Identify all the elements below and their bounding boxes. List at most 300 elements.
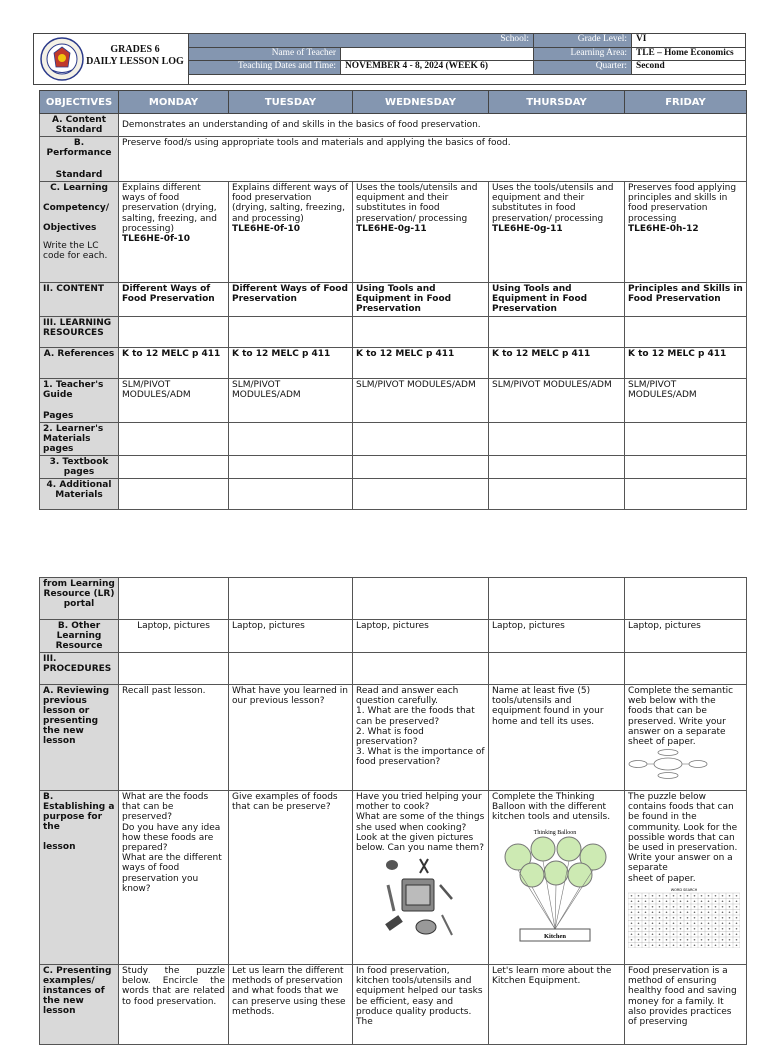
grid-letter-mark: [631, 939, 633, 941]
grid-letter-mark: [645, 911, 647, 913]
grid-letter-mark: [694, 928, 696, 930]
reviewing-wednesday-q2: 2. What is food preservation?: [356, 726, 424, 748]
grid-letter-mark: [687, 917, 689, 919]
other-resources-thursday: Laptop, pictures: [489, 620, 625, 653]
competency-friday-code: TLE6HE-0h-12: [628, 223, 699, 234]
competency-note: Write the LC code for each.: [43, 241, 108, 261]
teachers-guide-tuesday: SLM/PIVOT MODULES/ADM: [229, 378, 353, 422]
grid-letter-mark: [736, 939, 738, 941]
competency-tuesday-text: Explains different ways of food preservation (drying, salting, freezing, and processing): [232, 183, 349, 224]
teachers-guide-wednesday: SLM/PIVOT MODULES/ADM: [353, 378, 489, 422]
references-label: A. References: [40, 347, 119, 378]
reviewing-wednesday-intro: Read and answer each question carefully.: [356, 686, 459, 707]
grid-letter-mark: [666, 906, 668, 908]
competency-wednesday: [353, 182, 489, 283]
grid-letter-mark: [729, 895, 731, 897]
grid-letter-mark: [701, 933, 703, 935]
grid-letter-mark: [722, 895, 724, 897]
grid-letter-mark: [680, 928, 682, 930]
other-resources-label: B. Other Learning Resource: [40, 620, 119, 653]
lesson-log-header: [33, 33, 746, 85]
grid-letter-mark: [680, 911, 682, 913]
learning-area-value: TLE – Home Economics: [632, 47, 746, 61]
grid-letter-mark: [680, 906, 682, 908]
grid-letter-mark: [736, 917, 738, 919]
grid-letter-mark: [673, 900, 675, 902]
grid-letter-mark: [638, 939, 640, 941]
grid-letter-mark: [638, 917, 640, 919]
resources-thursday: [489, 316, 625, 347]
reviewing-label: A. Reviewing previous lesson or presenting the new lesson: [40, 685, 119, 791]
learners-materials-wednesday: [353, 422, 489, 455]
establishing-label-a: B. Establishing a purpose for the: [43, 792, 115, 832]
competency-friday-text: Preserves food applying principles and skills in food preservation processing: [628, 183, 737, 224]
competency-tuesday: [229, 182, 353, 283]
grid-letter-mark: [673, 944, 675, 946]
grid-letter-mark: [631, 922, 633, 924]
grid-letter-mark: [736, 911, 738, 913]
grid-letter-mark: [722, 922, 724, 924]
grid-letter-mark: [687, 922, 689, 924]
grid-letter-mark: [722, 906, 724, 908]
grid-letter-mark: [659, 917, 661, 919]
teachers-guide-friday: SLM/PIVOT MODULES/ADM: [625, 378, 747, 422]
competency-monday-text: Explains different ways of food preservation (drying, salting, freezing, and processing): [122, 183, 217, 234]
grid-letter-mark: [638, 933, 640, 935]
presenting-label: C. Presenting examples/ instances of the new lesson: [40, 965, 119, 1045]
grid-letter-mark: [673, 906, 675, 908]
establishing-friday-text2: sheet of paper.: [628, 873, 696, 884]
establishing-wednesday: [353, 791, 489, 965]
grid-letter-mark: [652, 895, 654, 897]
col-wednesday: WEDNESDAY: [353, 91, 489, 114]
grid-letter-mark: [652, 922, 654, 924]
textbook-friday: [625, 455, 747, 478]
learners-materials-thursday: [489, 422, 625, 455]
grid-letter-mark: [701, 922, 703, 924]
learning-area-label: Learning Area:: [534, 47, 632, 61]
competency-thursday-code: TLE6HE-0g-11: [492, 223, 563, 234]
grid-letter-mark: [687, 900, 689, 902]
competency-wednesday-text: Uses the tools/utensils and equipment and their substitutes in food preservation/ processing: [356, 183, 478, 224]
grid-letter-mark: [729, 911, 731, 913]
establishing-friday: [625, 791, 747, 965]
reviewing-friday: [625, 685, 747, 791]
grid-letter-mark: [708, 928, 710, 930]
grid-letter-mark: [687, 911, 689, 913]
grid-letter-mark: [687, 906, 689, 908]
grid-letter-mark: [659, 944, 661, 946]
content-standard-label: A. Content Standard: [40, 114, 119, 137]
word-search-puzzle: [628, 886, 740, 948]
presenting-thursday: Let's learn more about the Kitchen Equipment.: [489, 965, 625, 1045]
textbook-wednesday: [353, 455, 489, 478]
establishing-label: [40, 791, 119, 965]
competency-monday: [119, 182, 229, 283]
grid-letter-mark: [694, 944, 696, 946]
grid-letter-mark: [659, 911, 661, 913]
grid-letter-mark: [680, 922, 682, 924]
grid-letter-mark: [729, 933, 731, 935]
lr-portal-label: from Learning Resource (LR) portal: [40, 578, 119, 620]
grid-letter-mark: [680, 895, 682, 897]
grid-letter-mark: [666, 900, 668, 902]
grid-letter-mark: [701, 911, 703, 913]
grid-letter-mark: [715, 944, 717, 946]
references-thursday: K to 12 MELC p 411: [489, 347, 625, 378]
grid-letter-mark: [722, 911, 724, 913]
grid-letter-mark: [673, 895, 675, 897]
grid-letter-mark: [673, 928, 675, 930]
establishing-friday-text1: The puzzle below contains foods that can be found in the community. Look for the possible words that can be used in preservation. Write your answer on a separate: [628, 792, 738, 874]
content-standard-text: Demonstrates an understanding of and skills in the basics of food preservation.: [119, 114, 747, 137]
dates-label: Teaching Dates and Time:: [189, 61, 341, 75]
school-label: School:: [189, 34, 534, 48]
establishing-monday-q1: What are the foods that can be preserved?: [122, 792, 209, 823]
objectives-table: [39, 90, 747, 510]
grid-letter-mark: [687, 928, 689, 930]
grid-letter-mark: [659, 933, 661, 935]
grid-letter-mark: [652, 928, 654, 930]
establishing-thursday-text: Complete the Thinking Balloon with the different kitchen tools and utensils.: [492, 792, 611, 823]
grid-letter-mark: [638, 944, 640, 946]
textbook-label: 3. Textbook pages: [40, 455, 119, 478]
grid-letter-mark: [631, 944, 633, 946]
competency-tuesday-code: TLE6HE-0f-10: [232, 223, 300, 234]
col-tuesday: TUESDAY: [229, 91, 353, 114]
header-spacer: [189, 74, 746, 84]
performance-label-b: Standard: [55, 170, 103, 180]
grid-letter-mark: [680, 917, 682, 919]
quarter-value: Second: [632, 61, 746, 75]
additional-tuesday: [229, 478, 353, 509]
procedures-table: [39, 577, 747, 1045]
grid-letter-mark: [694, 906, 696, 908]
grid-letter-mark: [638, 900, 640, 902]
textbook-monday: [119, 455, 229, 478]
references-tuesday: K to 12 MELC p 411: [229, 347, 353, 378]
grid-letter-mark: [729, 944, 731, 946]
additional-thursday: [489, 478, 625, 509]
grid-letter-mark: [652, 933, 654, 935]
other-resources-wednesday: Laptop, pictures: [353, 620, 489, 653]
grid-letter-mark: [652, 939, 654, 941]
grid-letter-mark: [694, 895, 696, 897]
reviewing-wednesday: [353, 685, 489, 791]
reviewing-thursday: Name at least five (5) tools/utensils and equipment found in your home and tell its uses.: [489, 685, 625, 791]
content-tuesday: Different Ways of Food Preservation: [229, 283, 353, 317]
resources-wednesday: [353, 316, 489, 347]
grid-letter-mark: [708, 911, 710, 913]
grid-letter-mark: [701, 944, 703, 946]
grid-letter-mark: [715, 895, 717, 897]
word-search-title: WORD SEARCH: [670, 887, 698, 892]
teachers-guide-label-b: Pages: [43, 410, 74, 421]
grid-letter-mark: [666, 895, 668, 897]
grid-letter-mark: [645, 944, 647, 946]
grid-letter-mark: [687, 895, 689, 897]
reviewing-friday-text: Complete the semantic web below with the foods that can be preserved. Write your answer on a separate sheet of paper.: [628, 686, 734, 748]
resources-tuesday: [229, 316, 353, 347]
col-monday: MONDAY: [119, 91, 229, 114]
grid-letter-mark: [715, 928, 717, 930]
grid-letter-mark: [708, 900, 710, 902]
establishing-thursday: [489, 791, 625, 965]
presenting-wednesday: In food preservation, kitchen tools/utensils and equipment helped our tasks be efficient, easy and produce quality products. The: [353, 965, 489, 1045]
kitchen-tools-picture: [380, 855, 458, 939]
grid-letter-mark: [666, 922, 668, 924]
grid-letter-mark: [687, 944, 689, 946]
col-objectives: OBJECTIVES: [40, 91, 119, 114]
learners-materials-friday: [625, 422, 747, 455]
procedures-monday: [119, 653, 229, 685]
reviewing-wednesday-q1: 1. What are the foods that can be preserved?: [356, 706, 475, 727]
header-logo-cell: [34, 34, 189, 85]
resources-label: III. LEARNING RESOURCES: [40, 316, 119, 347]
grid-letter-mark: [666, 939, 668, 941]
lr-portal-tuesday: [229, 578, 353, 620]
grid-letter-mark: [736, 933, 738, 935]
grid-letter-mark: [631, 895, 633, 897]
grid-letter-mark: [659, 900, 661, 902]
reviewing-tuesday: What have you learned in our previous lesson?: [229, 685, 353, 791]
grid-letter-mark: [631, 933, 633, 935]
grid-letter-mark: [687, 939, 689, 941]
grid-letter-mark: [722, 917, 724, 919]
procedures-thursday: [489, 653, 625, 685]
reviewing-wednesday-q3: 3. What is the importance of food preservation?: [356, 747, 485, 768]
grid-letter-mark: [715, 933, 717, 935]
grid-letter-mark: [645, 928, 647, 930]
grid-letter-mark: [722, 928, 724, 930]
grid-letter-mark: [722, 944, 724, 946]
grid-letter-mark: [736, 906, 738, 908]
grid-letter-mark: [722, 933, 724, 935]
grid-letter-mark: [736, 928, 738, 930]
grid-letter-mark: [694, 922, 696, 924]
grid-letter-mark: [631, 906, 633, 908]
procedures-label: III. PROCEDURES: [40, 653, 119, 685]
grid-letter-mark: [645, 922, 647, 924]
grid-letter-mark: [715, 917, 717, 919]
grid-letter-mark: [701, 928, 703, 930]
grid-letter-mark: [659, 895, 661, 897]
learners-materials-monday: [119, 422, 229, 455]
establishing-monday-q2: Do you have any idea how these foods are prepared?: [122, 822, 221, 854]
grid-letter-mark: [722, 900, 724, 902]
grid-letter-mark: [701, 906, 703, 908]
grid-letter-mark: [694, 911, 696, 913]
grid-letter-mark: [631, 917, 633, 919]
grid-letter-mark: [701, 895, 703, 897]
procedures-friday: [625, 653, 747, 685]
grid-letter-mark: [680, 944, 682, 946]
grid-letter-mark: [736, 944, 738, 946]
establishing-monday: [119, 791, 229, 965]
presenting-tuesday: Let us learn the different methods of preservation and what foods that we can preserve using these methods.: [229, 965, 353, 1045]
grid-letter-mark: [645, 933, 647, 935]
grid-letter-mark: [666, 928, 668, 930]
grid-letter-mark: [659, 939, 661, 941]
competency-monday-code: TLE6HE-0f-10: [122, 234, 190, 245]
resources-friday: [625, 316, 747, 347]
grid-letter-mark: [708, 906, 710, 908]
performance-label-a: B. Performance: [46, 138, 112, 158]
grade-level-value: VI: [632, 34, 746, 48]
teachers-guide-label: [40, 378, 119, 422]
grid-letter-mark: [694, 939, 696, 941]
competency-friday: [625, 182, 747, 283]
grid-letter-mark: [673, 933, 675, 935]
grid-letter-mark: [666, 933, 668, 935]
grid-letter-mark: [694, 900, 696, 902]
grid-letter-mark: [673, 939, 675, 941]
grid-letter-mark: [729, 922, 731, 924]
grid-letter-mark: [645, 895, 647, 897]
grid-letter-mark: [631, 928, 633, 930]
other-resources-monday: Laptop, pictures: [119, 620, 229, 653]
grid-letter-mark: [666, 911, 668, 913]
lr-portal-monday: [119, 578, 229, 620]
grid-letter-mark: [659, 922, 661, 924]
grid-letter-mark: [638, 906, 640, 908]
grid-letter-mark: [652, 911, 654, 913]
grid-letter-mark: [736, 922, 738, 924]
reviewing-monday: Recall past lesson.: [119, 685, 229, 791]
grid-letter-mark: [645, 900, 647, 902]
grid-letter-mark: [729, 906, 731, 908]
balloon-kitchen-label: Kitchen: [543, 932, 567, 940]
textbook-tuesday: [229, 455, 353, 478]
textbook-thursday: [489, 455, 625, 478]
grid-letter-mark: [638, 928, 640, 930]
grid-letter-mark: [673, 922, 675, 924]
other-resources-friday: Laptop, pictures: [625, 620, 747, 653]
grid-letter-mark: [715, 911, 717, 913]
content-friday: Principles and Skills in Food Preservation: [625, 283, 747, 317]
grid-letter-mark: [645, 939, 647, 941]
dates-value: NOVEMBER 4 - 8, 2024 (WEEK 6): [341, 61, 534, 75]
grid-letter-mark: [701, 900, 703, 902]
grid-letter-mark: [701, 917, 703, 919]
references-monday: K to 12 MELC p 411: [119, 347, 229, 378]
establishing-wednesday-q1: Have you tried helping your mother to cook?: [356, 792, 482, 813]
grid-letter-mark: [666, 917, 668, 919]
grid-letter-mark: [708, 933, 710, 935]
learners-materials-label: 2. Learner's Materials pages: [40, 422, 119, 455]
grid-letter-mark: [652, 900, 654, 902]
grid-letter-mark: [694, 917, 696, 919]
header-title: [86, 44, 184, 68]
semantic-web-icon: [628, 749, 708, 779]
lr-portal-thursday: [489, 578, 625, 620]
grid-letter-mark: [673, 911, 675, 913]
deped-seal-icon: [40, 37, 84, 81]
content-wednesday: Using Tools and Equipment in Food Preservation: [353, 283, 489, 317]
grid-letter-mark: [729, 928, 731, 930]
content-monday: Different Ways of Food Preservation: [119, 283, 229, 317]
grid-letter-mark: [638, 922, 640, 924]
grid-letter-mark: [715, 922, 717, 924]
lr-portal-friday: [625, 578, 747, 620]
performance-standard-text: Preserve food/s using appropriate tools and materials and applying the basics of food.: [119, 137, 747, 182]
references-wednesday: K to 12 MELC p 411: [353, 347, 489, 378]
establishing-wednesday-q3: Look at the given pictures below. Can you name them?: [356, 832, 484, 854]
grid-letter-mark: [708, 917, 710, 919]
presenting-monday: Study the puzzle below. Encircle the words that are related to food preservation.: [119, 965, 229, 1045]
grid-letter-mark: [652, 944, 654, 946]
competency-label-b: Competency/: [43, 203, 110, 213]
grid-letter-mark: [652, 917, 654, 919]
competency-thursday-text: Uses the tools/utensils and equipment and their substitutes in food preservation/ processing: [492, 183, 614, 224]
additional-friday: [625, 478, 747, 509]
grid-letter-mark: [715, 906, 717, 908]
learners-materials-tuesday: [229, 422, 353, 455]
header-title-log: DAILY LESSON LOG: [86, 56, 184, 67]
resources-monday: [119, 316, 229, 347]
performance-standard-label: [40, 137, 119, 182]
grid-letter-mark: [694, 933, 696, 935]
grid-letter-mark: [736, 900, 738, 902]
grid-letter-mark: [680, 933, 682, 935]
content-label: II. CONTENT: [40, 283, 119, 317]
grid-letter-mark: [722, 939, 724, 941]
presenting-friday: Food preservation is a method of ensuring healthy food and saving money for a family. It also provides practices of preserving: [625, 965, 747, 1045]
establishing-label-b: lesson: [43, 842, 76, 852]
content-thursday: Using Tools and Equipment in Food Preservation: [489, 283, 625, 317]
additional-monday: [119, 478, 229, 509]
grid-letter-mark: [631, 900, 633, 902]
grid-letter-mark: [638, 895, 640, 897]
quarter-label: Quarter:: [534, 61, 632, 75]
grid-letter-mark: [708, 944, 710, 946]
grid-letter-mark: [652, 906, 654, 908]
additional-wednesday: [353, 478, 489, 509]
teachers-guide-monday: SLM/PIVOT MODULES/ADM: [119, 378, 229, 422]
competency-label-a: C. Learning: [50, 183, 108, 193]
competency-wednesday-code: TLE6HE-0g-11: [356, 223, 427, 234]
other-resources-tuesday: Laptop, pictures: [229, 620, 353, 653]
col-friday: FRIDAY: [625, 91, 747, 114]
grid-letter-mark: [729, 917, 731, 919]
grid-letter-mark: [638, 911, 640, 913]
grid-letter-mark: [666, 944, 668, 946]
teachers-guide-label-a: 1. Teacher's Guide: [43, 379, 104, 400]
additional-label: 4. Additional Materials: [40, 478, 119, 509]
thinking-balloon-diagram: [492, 825, 618, 947]
grid-letter-mark: [708, 939, 710, 941]
grid-letter-mark: [659, 928, 661, 930]
grid-letter-mark: [673, 917, 675, 919]
grid-letter-mark: [680, 939, 682, 941]
establishing-monday-q3: What are the different ways of food preservation you know?: [122, 853, 222, 894]
teacher-value: [341, 47, 534, 61]
grade-level-label: Grade Level:: [534, 34, 632, 48]
col-thursday: THURSDAY: [489, 91, 625, 114]
procedures-tuesday: [229, 653, 353, 685]
teacher-label: Name of Teacher: [189, 47, 341, 61]
teachers-guide-thursday: SLM/PIVOT MODULES/ADM: [489, 378, 625, 422]
balloon-title: Thinking Balloon: [533, 829, 577, 836]
competency-thursday: [489, 182, 625, 283]
word-search-grid: [628, 893, 740, 948]
grid-letter-mark: [687, 933, 689, 935]
grid-letter-mark: [659, 906, 661, 908]
grid-letter-mark: [715, 939, 717, 941]
grid-letter-mark: [680, 900, 682, 902]
establishing-wednesday-q2: What are some of the things she used when cooking?: [356, 812, 485, 833]
establishing-tuesday: Give examples of foods that can be preserve?: [229, 791, 353, 965]
